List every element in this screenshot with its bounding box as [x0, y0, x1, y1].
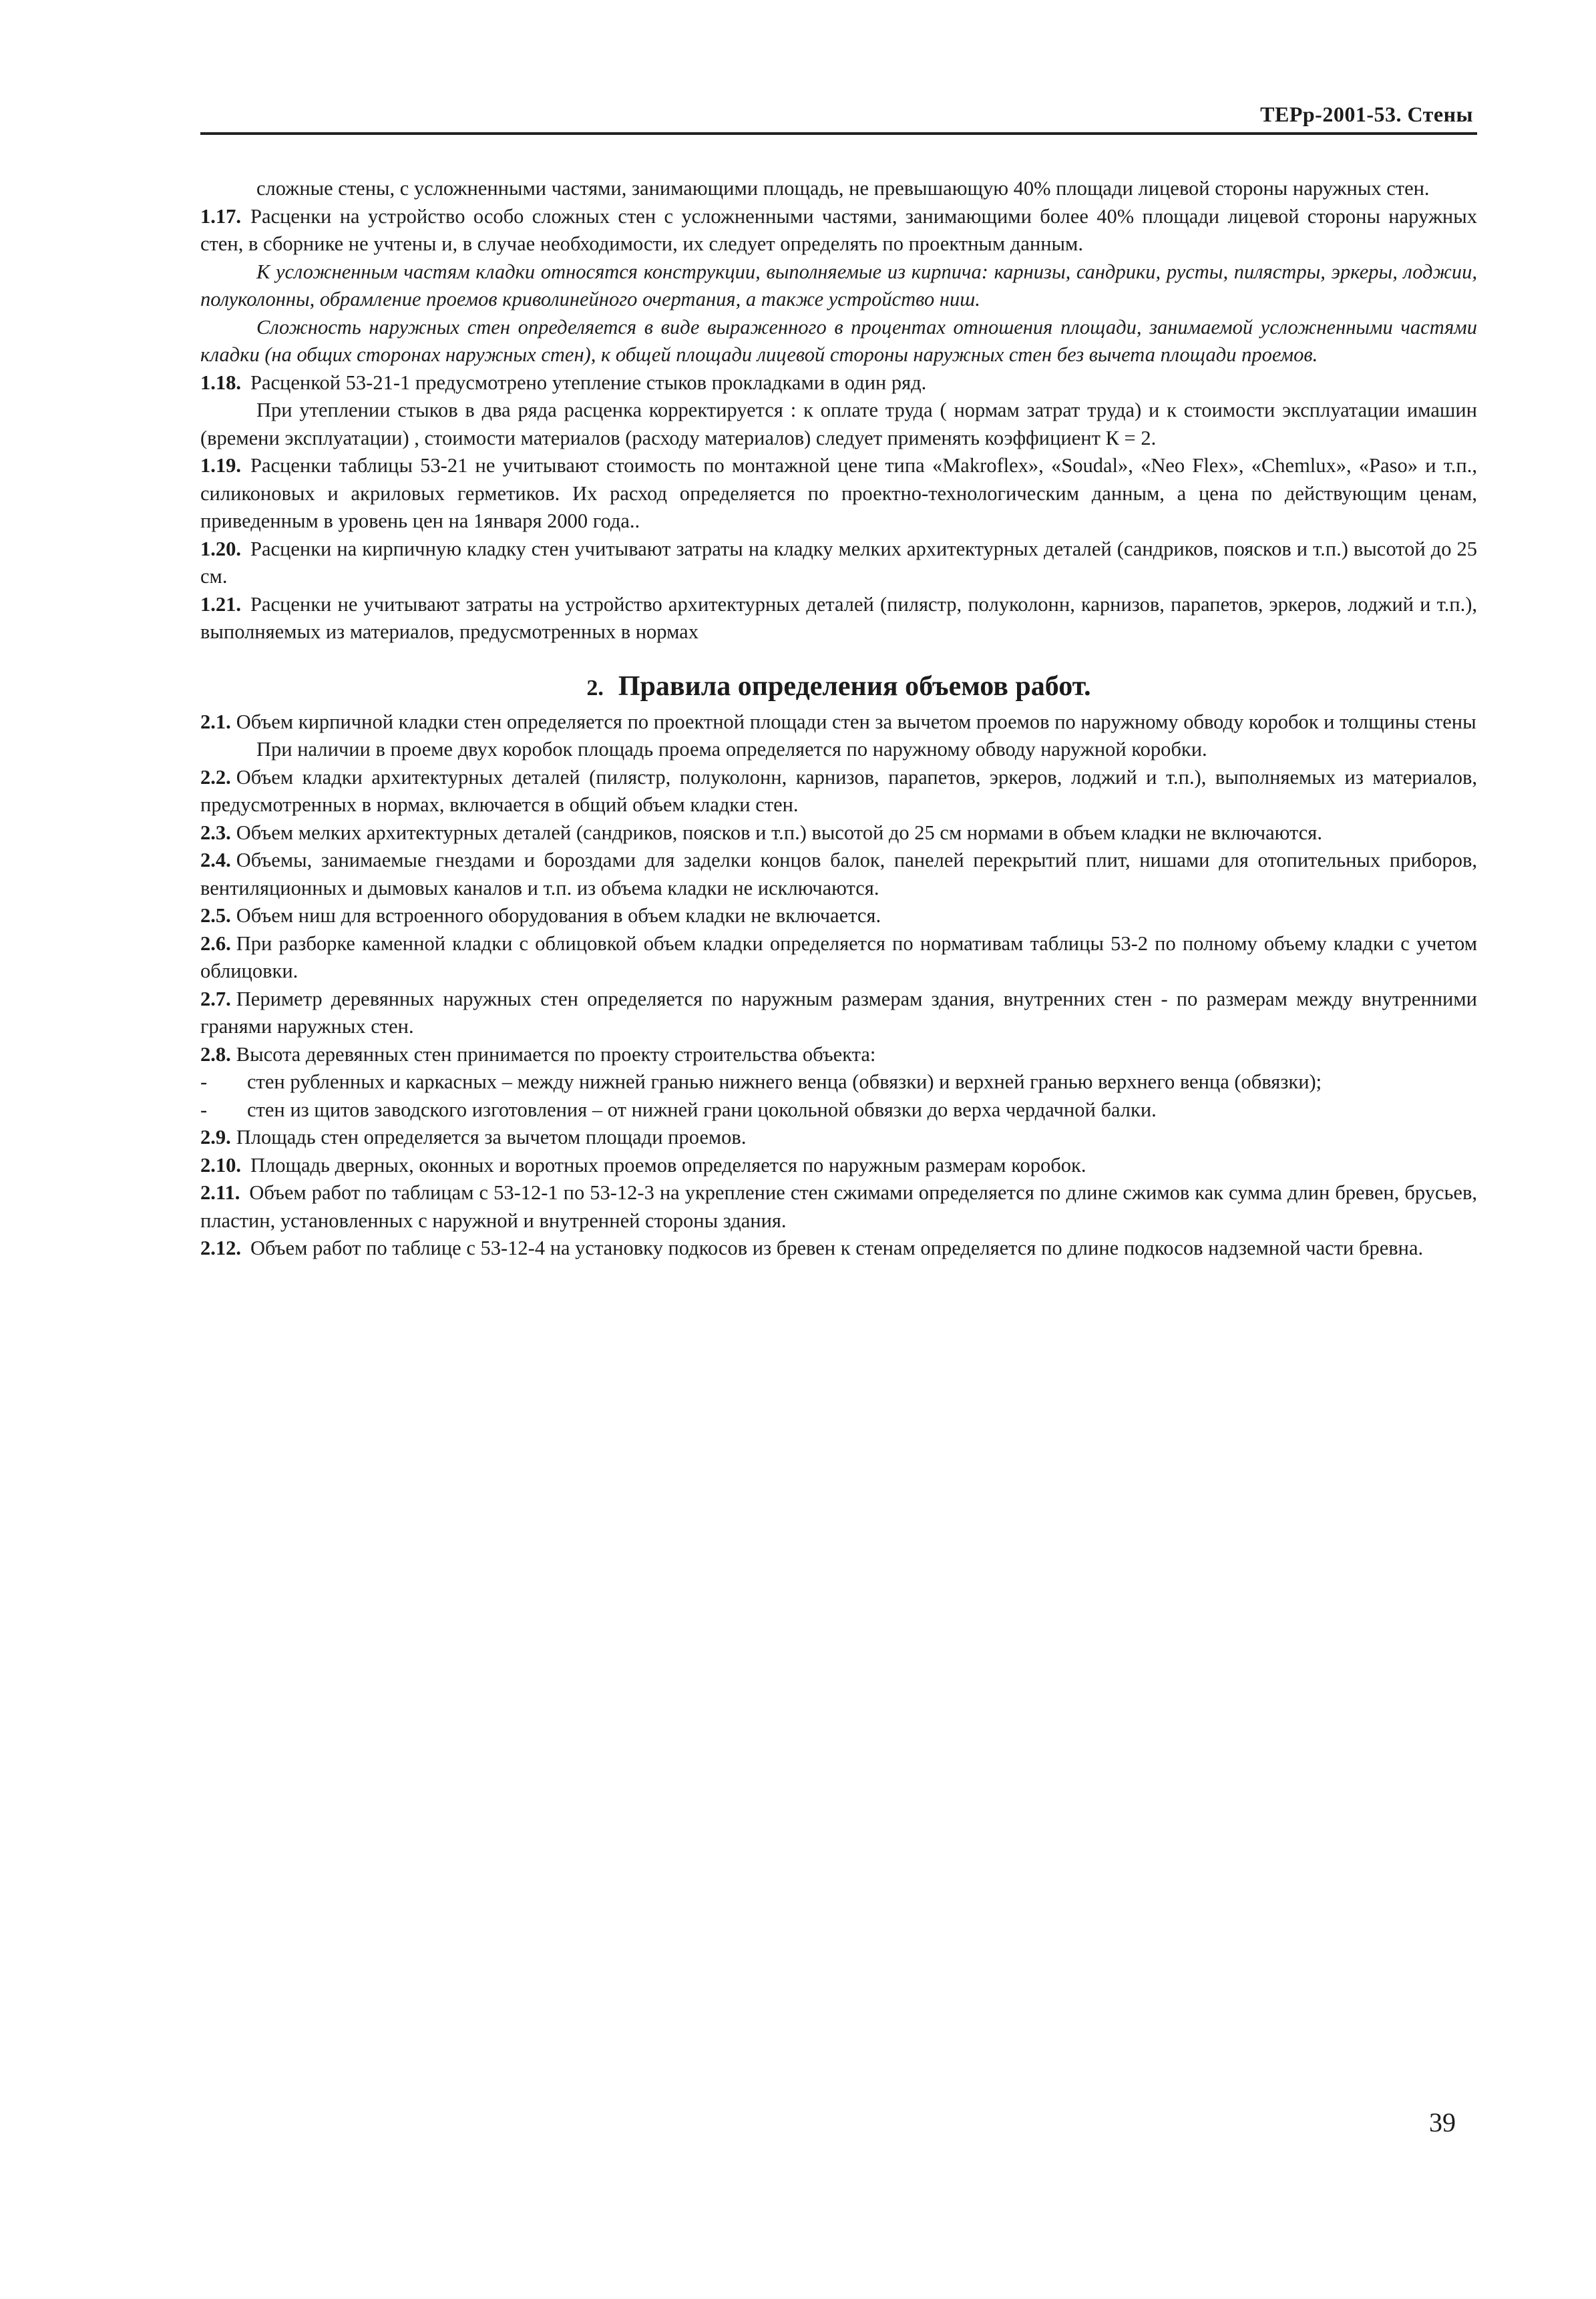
clause-number: 1.19. — [200, 454, 241, 477]
clause-1-17 — [200, 203, 1477, 258]
page-number: 39 — [1429, 2107, 1456, 2137]
clause-text: Объем ниш для встроенного оборудования в объем кладки не включается. — [236, 904, 881, 927]
clause-number: 2.8. — [200, 1042, 231, 1066]
document-body — [200, 175, 1477, 1263]
clause-2-2 — [200, 764, 1477, 819]
clause-text: Объемы, занимаемые гнездами и бороздами для заделки концов балок, панелей перекрытий плит, нишами для отопительных приборов, вентиляционных и дымовых каналов и т.п. из объема кладки не исключаются. — [200, 849, 1477, 899]
clause-text: Расценки на устройство особо сложных стен с усложненными частями, занимающими более 40% площади лицевой стороны наружных стен, в сборнике не учтены и, в случае необходимости, их следует определять по проектным данным. — [200, 204, 1477, 255]
clause-2-12 — [200, 1235, 1477, 1263]
list-item-text: стен рубленных и каркасных – между нижней гранью нижнего венца (обвязки) и верхней гранью верхнего венца (обвязки); — [247, 1070, 1322, 1093]
clause-2-5 — [200, 902, 1477, 930]
clause-number: 2.7. — [200, 987, 231, 1010]
clause-number: 2.2. — [200, 765, 231, 789]
clause-text: Расценки на кирпичную кладку стен учитывают затраты на кладку мелких архитектурных деталей (сандриков, поясков и т.п.) высотой до 25 см. — [200, 537, 1477, 588]
clause-text: Высота деревянных стен принимается по проекту строительства объекта: — [236, 1042, 876, 1066]
clause-text: Объем работ по таблице с 53-12-4 на установку подкосов из бревен к стенам определяется по длине подкосов надземной части бревна. — [250, 1237, 1424, 1259]
clause-number: 2.4. — [200, 849, 231, 871]
clause-2-4 — [200, 847, 1477, 902]
list-dash: - — [200, 1098, 208, 1121]
clause-2-7 — [200, 986, 1477, 1041]
clause-2-1-continuation: При наличии в проеме двух коробок площадь проема определяется по наружному обводу наружной коробки. — [256, 738, 1207, 761]
note-wall-complexity: Сложность наружных стен определяется в виде выраженного в процентах отношения площади, занимаемой усложненными частями кладки (на общих сторонах наружных стен), к общей площади лицевой стороны наружных стен без вычета площади проемов. — [200, 315, 1477, 366]
clause-2-11 — [200, 1179, 1477, 1235]
clause-1-20 — [200, 536, 1477, 591]
list-item-text: стен из щитов заводского изготовления – от нижней грани цокольной обвязки до верха чердачной балки. — [247, 1098, 1157, 1121]
clause-text: Объем кладки архитектурных деталей (пилястр, полуколонн, карнизов, парапетов, эркеров, лоджий и т.п.), выполняемых из материалов, предусмотренных в нормах, включается в общий объем кладки стен. — [200, 765, 1477, 816]
clause-1-18 — [200, 369, 1477, 397]
document-title: ТЕРр-2001-53. Стены — [1260, 102, 1473, 126]
clause-text: Площадь стен определяется за вычетом площади проемов. — [236, 1126, 747, 1148]
clause-1-21 — [200, 591, 1477, 646]
note-complex-parts: К усложненным частям кладки относятся конструкции, выполняемые из кирпича: карнизы, сандрики, русты, пилястры, эркеры, лоджии, полуколонны, обрамление проемов криволинейного очертания, а также устройство ниш. — [200, 260, 1477, 310]
clause-text: Расценки не учитывают затраты на устройство архитектурных деталей (пилястр, полуколонн, карнизов, парапетов, эркеров, лоджий и т.п.), выполняемых из материалов, предусмотренных в нормах — [200, 592, 1477, 643]
clause-text: Объем кирпичной кладки стен определяется по проектной площади стен за вычетом проемов по наружному обводу коробок и толщины стены — [236, 710, 1476, 733]
clause-2-10 — [200, 1152, 1477, 1180]
clause-number: 1.20. — [200, 537, 241, 560]
clause-number: 1.17. — [200, 204, 241, 228]
clause-number: 2.5. — [200, 904, 231, 927]
list-item-panel-walls — [200, 1096, 1477, 1124]
clause-2-1 — [200, 708, 1477, 737]
section-title: Правила определения объемов работ. — [618, 670, 1091, 702]
clause-2-3 — [200, 819, 1477, 847]
paragraph-continuation: сложные стены, с усложненными частями, занимающими площадь, не превышающую 40% площади лицевой стороны наружных стен. — [256, 177, 1430, 200]
clause-number: 1.18. — [200, 371, 241, 394]
clause-2-6 — [200, 930, 1477, 986]
section-heading — [200, 670, 1477, 704]
clause-number: 2.10. — [200, 1153, 241, 1177]
clause-number: 2.1. — [200, 710, 231, 733]
list-dash: - — [200, 1070, 208, 1093]
clause-text: Объем работ по таблицам с 53-12-1 по 53-12-3 на укрепление стен сжимами определяется по длине сжимов как сумма длин бревен, брусьев, пластин, установленных с наружной и внутренней стороны здания. — [200, 1181, 1477, 1232]
clause-text: Площадь дверных, оконных и воротных проемов определяется по наружным размерам коробок. — [250, 1153, 1086, 1177]
clause-number: 2.6. — [200, 931, 231, 955]
clause-text: При разборке каменной кладки с облицовкой объем кладки определяется по нормативам таблицы 53-2 по полному объему кладки с учетом облицовки. — [200, 931, 1477, 982]
clause-number: 2.12. — [200, 1237, 241, 1259]
section-number: 2. — [586, 675, 604, 700]
page-header — [200, 95, 1477, 135]
clause-text: Расценки таблицы 53-21 не учитывают стоимость по монтажной цене типа «Makroflex», «Soudal», «Neo Flex», «Chemlux», «Paso» и т.п., силиконовых и акриловых герметиков. Их расход определяется по проектно-технологическим данным, а цена по действующим ценам, приведенным в уровень цен на 1января 2000 года.. — [200, 454, 1477, 532]
clause-2-8 — [200, 1041, 1477, 1069]
clause-1-19 — [200, 452, 1477, 536]
clause-2-9 — [200, 1124, 1477, 1152]
clause-text: Объем мелких архитектурных деталей (сандриков, поясков и т.п.) высотой до 25 см нормами в объем кладки не включаются. — [236, 821, 1322, 844]
clause-number: 2.11. — [200, 1181, 240, 1204]
list-item-log-walls — [200, 1068, 1477, 1096]
clause-number: 2.3. — [200, 821, 231, 844]
clause-1-18-continuation: При утеплении стыков в два ряда расценка корректируется : к оплате труда ( нормам затрат труда) и к стоимости эксплуатации имашин (времени эксплуатации) , стоимости материалов (расходу материалов) следует применять коэффициент К = 2. — [200, 399, 1477, 449]
clause-number: 1.21. — [200, 592, 241, 616]
clause-text: Расценкой 53-21-1 предусмотрено утепление стыков прокладками в один ряд. — [250, 371, 927, 394]
clause-number: 2.9. — [200, 1126, 231, 1148]
clause-text: Периметр деревянных наружных стен определяется по наружным размерам здания, внутренних стен - по размерам между внутренними гранями наружных стен. — [200, 987, 1477, 1038]
